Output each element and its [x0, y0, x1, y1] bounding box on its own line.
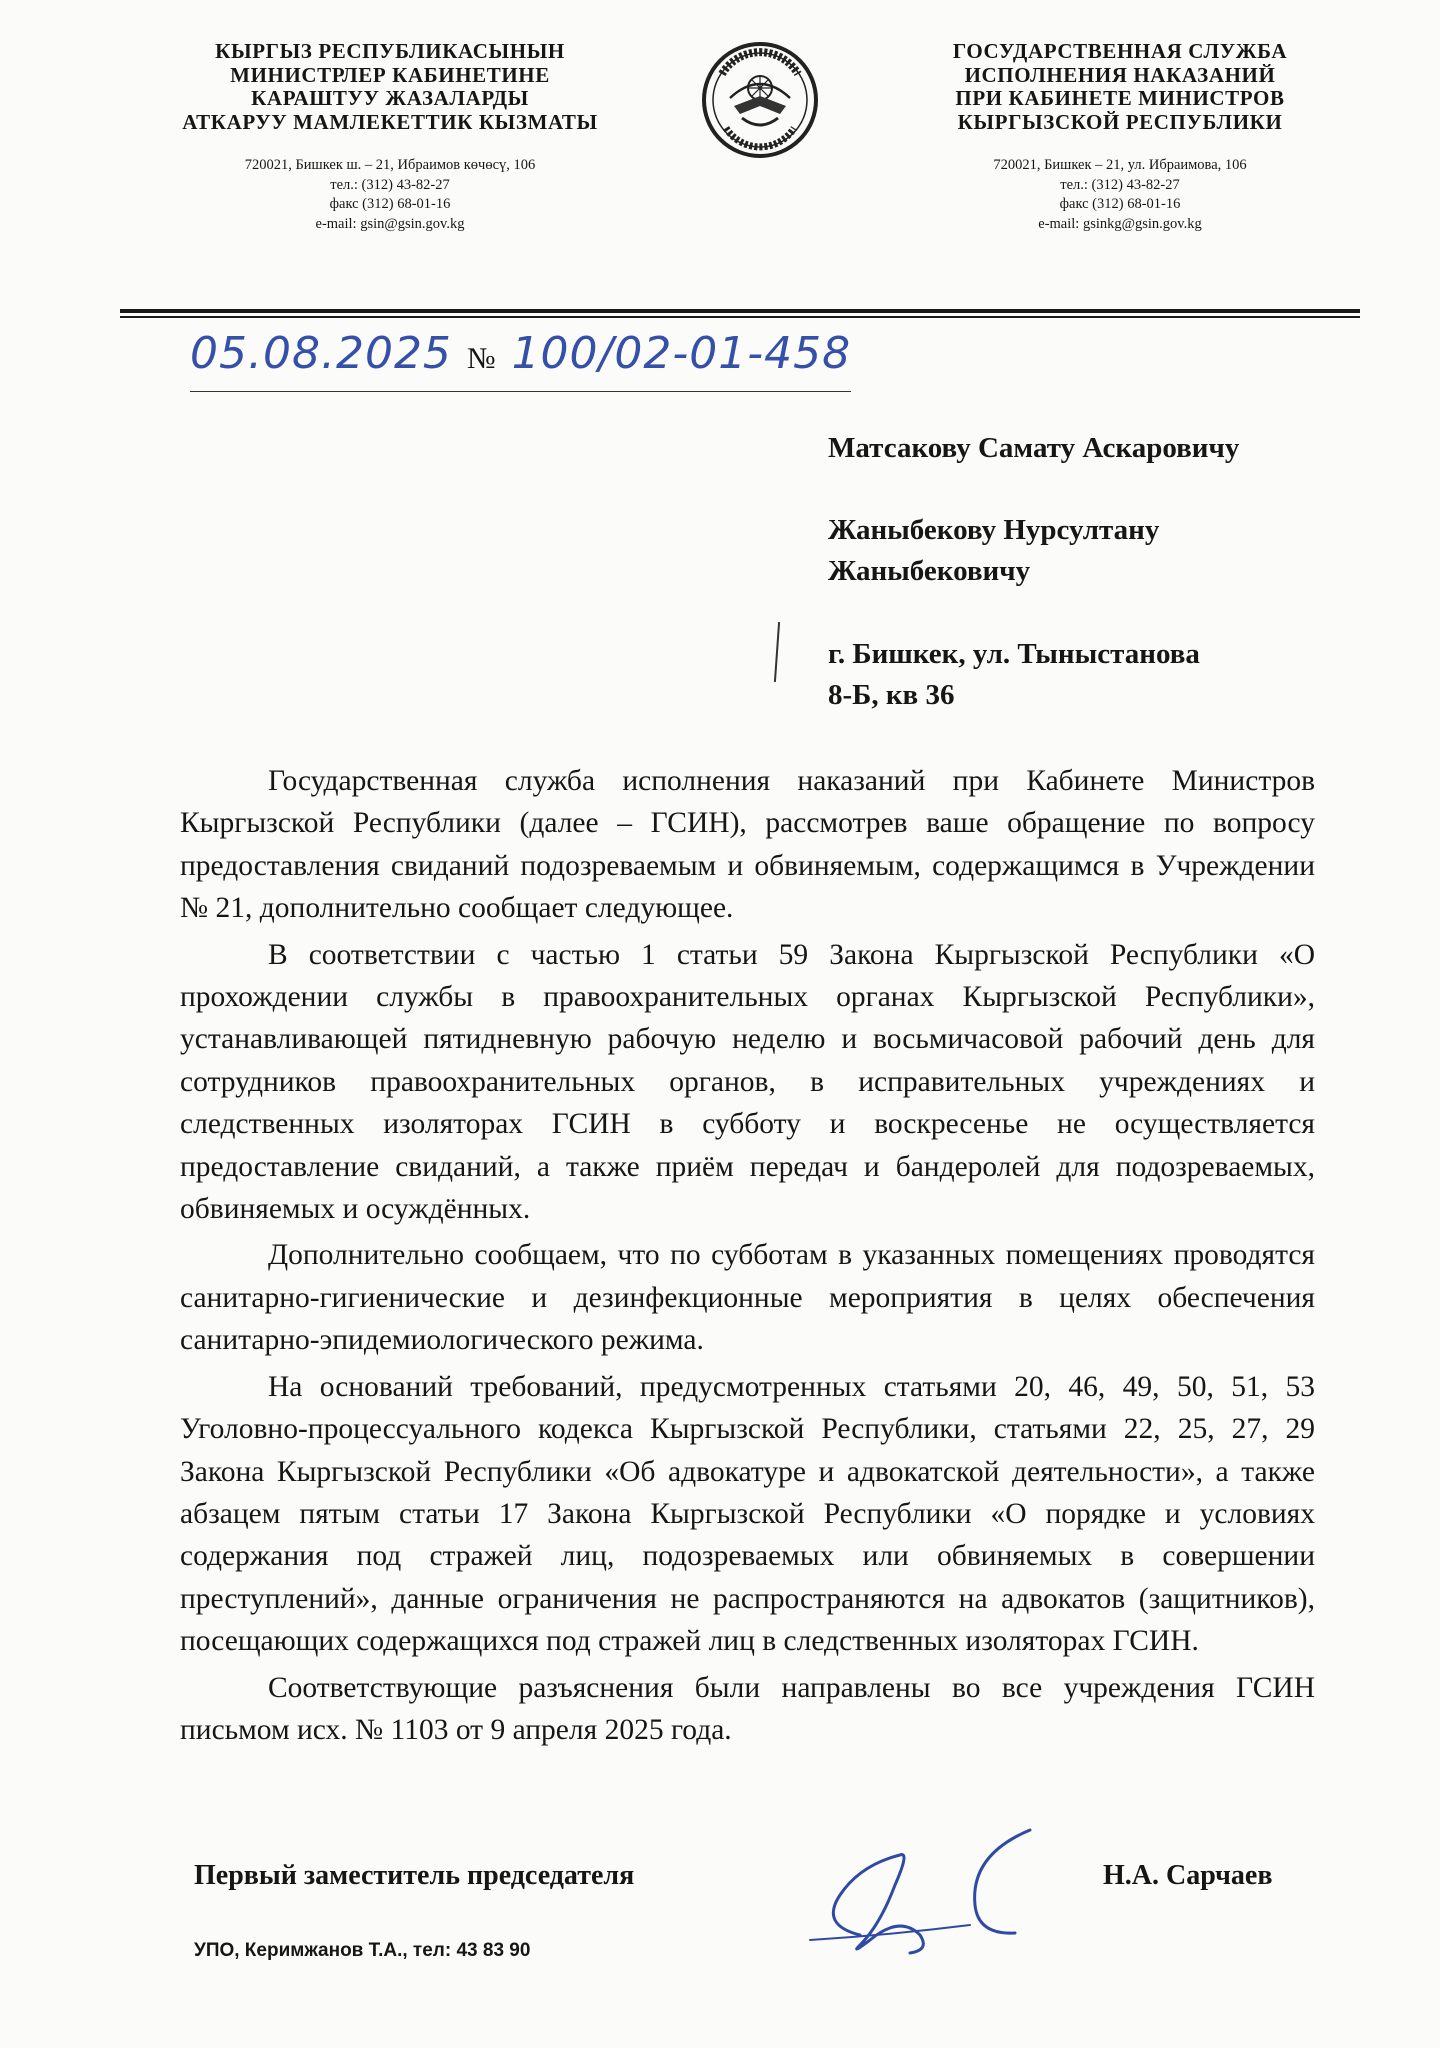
body-paragraph: Дополнительно сообщаем, что по субботам в указанных помещениях проводятся санитарно-гигиенические и дезинфекционные мероприятия в целях обеспечения санитарно-эпидемиологического режима.: [180, 1239, 1315, 1357]
registration-number: 100/02-01-458: [511, 328, 852, 379]
recipient-2-patronymic: Жаныбековичу: [828, 555, 1031, 588]
recipient-2: [828, 510, 1348, 592]
email-line: e-mail: gsin@gsin.gov.kg: [315, 215, 465, 232]
recipient-1: [828, 428, 1348, 469]
contacts-right: [880, 156, 1360, 234]
address-street: г. Бишкек, ул. Тыныстанова: [828, 638, 1200, 670]
org-name-line: МИНИСТРЛЕР КАБИНЕТИНЕ: [230, 62, 550, 87]
number-sign: №: [466, 342, 497, 375]
header-divider: [120, 309, 1360, 313]
letter-body: [180, 760, 1315, 1755]
org-name-line: ГОСУДАРСТВЕННАЯ СЛУЖБА: [952, 39, 1288, 63]
org-name-line: КАРАШТУУ ЖАЗАЛАРДЫ: [251, 86, 529, 111]
signatory-position: Первый заместитель председателя: [194, 1860, 635, 1891]
registration-stamp: [190, 328, 851, 398]
org-name-line: КЫРГЫЗ РЕСПУБЛИКАСЫНЫН: [215, 39, 565, 63]
state-emblem-icon: [700, 40, 820, 160]
recipient-address: [828, 634, 1348, 716]
handwritten-signature-icon: [800, 1815, 1090, 1965]
org-name-line: ПРИ КАБИНЕТЕ МИНИСТРОВ: [955, 86, 1285, 111]
header-divider-thin: [120, 316, 1360, 318]
recipient-2-name: Жаныбекову Нурсултану: [828, 514, 1160, 546]
header-right: [880, 40, 1360, 234]
org-name-line: КЫРГЫЗСКОЙ РЕСПУБЛИКИ: [957, 109, 1283, 134]
margin-mark: [774, 622, 780, 682]
body-paragraph: Соответствующие разъяснения были направлены во все учреждения ГСИН письмом исх. № 1103 от 9 апреля 2025 года.: [180, 1671, 1315, 1746]
signatory-name: Н.А. Сарчаев: [1103, 1860, 1273, 1891]
recipient-1-name: Матсакову Самату Аскаровичу: [828, 432, 1240, 464]
registration-underline: [190, 391, 851, 393]
header-left: [150, 40, 630, 234]
body-paragraph: Государственная служба исполнения наказаний при Кабинете Министров Кыргызской Республики (далее – ГСИН), рассмотрев ваше обращение по вопросу предоставления свиданий подозреваемым и обвиняемым, содержащимся в Учреждении № 21, дополнительно сообщает следующее.: [180, 765, 1315, 925]
body-paragraph: В соответствии с частью 1 статьи 59 Закона Кыргызской Республики «О прохождении службы в правоохранительных органах Кыргызской Республики», устанавливающей пятидневную рабочую неделю и восьмичасовой рабочий день для сотрудников правоохранительных органов, в исправительных учреждениях и следственных изоляторах ГСИН в субботу и воскресенье не осуществляется предоставление свиданий, а также приём передач и бандеролей для подозреваемых, обвиняемых и осуждённых.: [180, 938, 1315, 1226]
contacts-left: [150, 156, 630, 234]
email-line: e-mail: gsinkg@gsin.gov.kg: [1038, 215, 1202, 232]
address-line: 720021, Бишкек – 21, ул. Ибраимова, 106: [993, 157, 1247, 174]
fax-line: факс (312) 68-01-16: [1059, 196, 1181, 213]
registration-date: 05.08.2025: [190, 328, 452, 379]
fax-line: факс (312) 68-01-16: [329, 196, 451, 213]
phone-line: тел.: (312) 43-82-27: [330, 176, 450, 193]
phone-line: тел.: (312) 43-82-27: [1060, 176, 1180, 193]
executor-note: УПО, Керимжанов Т.А., тел: 43 83 90: [194, 1940, 531, 1961]
address-apartment: 8-Б, кв 36: [828, 679, 955, 712]
org-name-line: АТКАРУУ МАМЛЕКЕТТИК КЫЗМАТЫ: [182, 109, 598, 134]
body-paragraph: На оснований требований, предусмотренных статьями 20, 46, 49, 50, 51, 53 Уголовно-процессуального кодекса Кыргызской Республики, статьями 22, 25, 27, 29 Закона Кыргызской Республики «Об адвокатуре и адвокатской деятельности», а также абзацем пятым статьи 17 Закона Кыргызской Республики «О порядке и условиях содержания под стражей лиц, подозреваемых или обвиняемых в совершении преступлений», данные ограничения не распространяются на адвокатов (защитников), посещающих содержащихся под стражей лиц в следственных изоляторах ГСИН.: [180, 1370, 1315, 1658]
address-line: 720021, Бишкек ш. – 21, Ибраимов көчөсү, 106: [244, 157, 536, 174]
org-name-line: ИСПОЛНЕНИЯ НАКАЗАНИЙ: [964, 62, 1276, 87]
